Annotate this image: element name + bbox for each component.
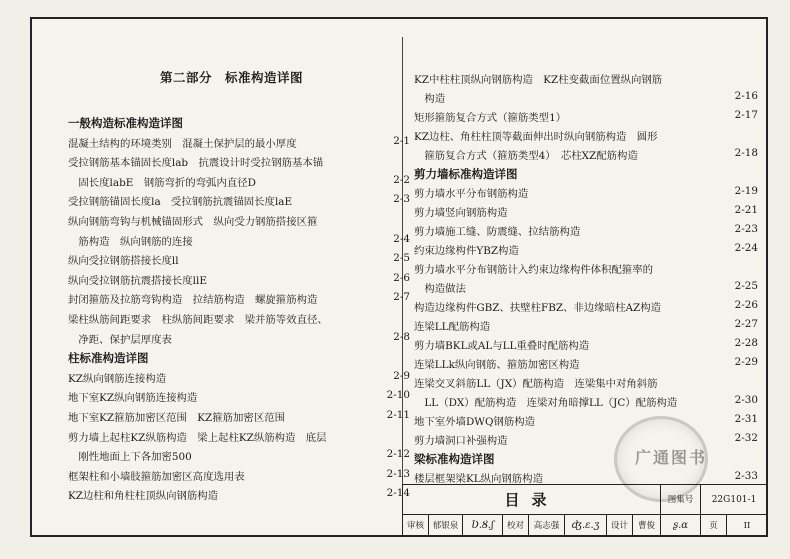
reviewer-signature: Ʋ.Ȣ.ʃ — [463, 515, 503, 537]
toc-entry-text: 楼层框架梁KL纵向钢筋构造 — [414, 473, 543, 485]
toc-entry — [414, 204, 758, 223]
toc-entry — [414, 394, 758, 413]
designer-name: 曹俊 — [633, 515, 661, 537]
toc-entry — [414, 375, 758, 394]
toc-entry-text: 受拉钢筋基本锚固长度lab 抗震设计时受拉钢筋基本锚 — [68, 157, 324, 170]
toc-entry — [68, 193, 410, 213]
toc-leader — [414, 424, 758, 425]
toc-entry — [68, 174, 410, 194]
toc-leader — [414, 253, 758, 254]
toc-entry-page: 2-28 — [734, 337, 758, 349]
toc-entry-page: 2-10 — [386, 389, 410, 402]
toc-leader — [68, 381, 410, 382]
toc-entry — [68, 291, 410, 311]
toc-entry-text: 梁柱纵筋间距要求 柱纵筋间距要求 梁并筋等效直径、 — [68, 314, 328, 326]
toc-entry-text: 剪力墙BKL或AL与LL重叠时配筋构造 — [414, 340, 590, 352]
section-heading: 剪力墙标准构造详图 — [414, 167, 518, 181]
toc-entry — [68, 331, 410, 351]
toc-entry-page: 2-12 — [386, 448, 410, 461]
toc-entry-page: 2-7 — [393, 291, 410, 304]
toc-entry — [68, 468, 410, 488]
toc-entry-text: KZ边柱、角柱柱顶等截面伸出时纵向钢筋构造 圆形 — [414, 131, 658, 143]
toc-entry-page: 2-8 — [393, 330, 410, 343]
review-label: 审核 — [403, 515, 429, 537]
document-title: 目录 — [403, 485, 661, 515]
toc-entry — [414, 280, 758, 299]
toc-entry-text: 箍筋复合方式（箍筋类型4） 芯柱XZ配筋构造 — [414, 150, 638, 162]
toc-entry-page: 2-11 — [386, 409, 410, 421]
toc-entry — [68, 487, 410, 507]
toc-entry-page: 2-19 — [734, 185, 758, 197]
stamp-text: 广通图书 — [635, 448, 708, 467]
toc-leader — [414, 443, 758, 444]
toc-entry-page: 2-5 — [393, 252, 410, 265]
toc-entry-text: 框架柱和小墙肢箍筋加密区高度选用表 — [68, 470, 245, 483]
toc-leader — [414, 291, 758, 292]
toc-entry-text: 约束边缘构件YBZ构造 — [414, 245, 519, 257]
toc-entry — [68, 429, 410, 449]
toc-leader — [68, 185, 410, 186]
toc-entry — [414, 223, 758, 242]
toc-leader — [414, 215, 758, 216]
title-block-row-1 — [402, 484, 766, 514]
toc-entry-text: 混凝土结构的环境类别 混凝土保护层的最小厚度 — [68, 137, 297, 150]
toc-leader — [68, 302, 410, 303]
toc-entry-text: 地下室KZ箍筋加密区范围 KZ箍筋加密区范围 — [68, 412, 285, 424]
toc-leader — [414, 196, 758, 197]
page-label: 页 — [701, 515, 727, 537]
toc-entry — [68, 252, 410, 272]
toc-leader — [414, 405, 758, 406]
toc-leader — [68, 283, 410, 284]
toc-leader — [68, 400, 410, 401]
section-heading: 柱标准构造详图 — [68, 351, 149, 366]
toc-entry-page: 2-29 — [734, 356, 758, 368]
toc-entry-text: 受拉钢筋锚固长度la 受拉钢筋抗震锚固长度laE — [68, 196, 293, 209]
toc-entry — [68, 272, 410, 292]
check-label: 校对 — [503, 515, 529, 537]
toc-leader — [68, 342, 410, 343]
toc-entry-page: 2-24 — [734, 242, 758, 254]
toc-entry-page: 2-32 — [734, 432, 758, 444]
toc-leader — [68, 459, 410, 460]
toc-leader — [68, 244, 410, 245]
toc-leader — [414, 329, 758, 330]
checker-name: 高志强 — [529, 515, 565, 537]
atlas-number-label: 图集号 — [661, 485, 701, 515]
toc-entry — [68, 389, 410, 409]
toc-entry-text: LL（DX）配筋构造 连梁对角暗撑LL（JC）配筋构造 — [414, 397, 678, 409]
toc-entry-text: 剪力墙施工缝、防震缝、拉结筋构造 — [414, 226, 581, 238]
toc-entry-text: 纵向受拉钢筋搭接长度ll — [68, 255, 179, 268]
toc-entry-text: 刚性地面上下各加密500 — [68, 451, 192, 464]
toc-entry — [414, 318, 758, 337]
toc-entry-page: 2-30 — [734, 394, 758, 406]
checker-signature: ʤ.ɛ.ʒ — [565, 515, 607, 537]
toc-entry — [414, 299, 758, 318]
title-block — [402, 484, 766, 536]
toc-entry-text: 构造边缘构件GBZ、扶壁柱FBZ、非边缘暗柱AZ构造 — [414, 302, 661, 314]
toc-entry-page: 2-31 — [734, 413, 758, 425]
toc-entry-text: 净距、保护层厚度表 — [68, 333, 172, 346]
toc-leader — [68, 146, 410, 147]
title-block-row-2 — [402, 514, 766, 536]
toc-entry-text: 构造 — [414, 93, 446, 105]
toc-leader — [414, 158, 758, 159]
toc-entry — [414, 242, 758, 261]
toc-entry-page: 2-18 — [734, 147, 758, 159]
toc-entry-text: KZ纵向钢筋连接构造 — [68, 372, 167, 385]
toc-leader — [414, 348, 758, 349]
toc-entry-text: 筋构造 纵向钢筋的连接 — [68, 235, 193, 248]
section-heading: 梁标准构造详图 — [414, 452, 495, 466]
toc-entry — [414, 337, 758, 356]
toc-leader — [414, 310, 758, 311]
toc-leader — [68, 420, 410, 421]
toc-entry-page: 2-17 — [734, 109, 758, 121]
toc-entry-page: 2-9 — [393, 369, 410, 382]
design-label: 设计 — [607, 515, 633, 537]
toc-entry — [68, 154, 410, 174]
toc-entry-page: 2-14 — [386, 487, 410, 500]
toc-entry-text: 连梁LL配筋构造 — [414, 321, 491, 333]
toc-entry-page: 2-27 — [734, 318, 758, 330]
toc-leader — [68, 479, 410, 480]
toc-entry-page: 2-23 — [734, 223, 758, 235]
toc-entry — [414, 147, 758, 166]
toc-entry-text: KZ边柱和角柱柱顶纵向钢筋构造 — [68, 490, 219, 503]
toc-entry-text: 剪力墙上起柱KZ纵筋构造 梁上起柱KZ纵筋构造 底层 — [68, 431, 327, 444]
toc-leader — [414, 367, 758, 368]
toc-leader — [68, 263, 410, 264]
toc-entry — [68, 213, 410, 233]
toc-entry-text: 封闭箍筋及拉筋弯钩构造 拉结筋构造 螺旋箍筋构造 — [68, 294, 318, 307]
toc-entry-text: 剪力墙洞口补强构造 — [414, 435, 508, 447]
toc-entry-text: 剪力墙水平分布钢筋构造 — [414, 188, 529, 200]
toc-entry — [414, 356, 758, 375]
toc-leader — [414, 234, 758, 235]
toc-entry-page: 2-6 — [393, 271, 410, 284]
toc-entry — [414, 109, 758, 128]
toc-entry-page: 2-21 — [734, 204, 758, 216]
toc-entry-text: 地下室KZ纵向钢筋连接构造 — [68, 392, 198, 405]
toc-entry-page: 2-16 — [734, 90, 758, 102]
toc-entry-text: 固长度labE 钢筋弯折的弯弧内直径D — [68, 176, 256, 189]
designer-signature: ʂ.ɑ — [661, 515, 701, 537]
toc-entry-text: 连梁LLk纵向钢筋、箍筋加密区构造 — [414, 359, 580, 371]
toc-entry-text: 矩形箍筋复合方式（箍筋类型1） — [414, 112, 567, 124]
toc-entry-text: 构造做法 — [414, 283, 466, 295]
toc-entry-page: 2-33 — [734, 470, 758, 482]
toc-entry-page: 2-2 — [393, 173, 410, 186]
atlas-number: 22G101-1 — [711, 495, 757, 505]
toc-entry — [68, 311, 410, 331]
part-title: 第二部分 标准构造详图 — [160, 70, 304, 85]
toc-entry — [414, 128, 758, 147]
toc-entry — [414, 413, 758, 432]
toc-entry — [68, 448, 410, 468]
toc-entry-text: KZ中柱柱顶纵向钢筋构造 KZ柱变截面位置纵向钢筋 — [414, 74, 663, 86]
toc-entry-text: 地下室外墙DWQ钢筋构造 — [414, 416, 536, 428]
toc-entry-text: 剪力墙水平分布钢筋计入约束边缘构件体积配箍率的 — [414, 264, 653, 276]
toc-leader — [414, 481, 758, 482]
toc-entry-text: 纵向受拉钢筋抗震搭接长度llE — [68, 274, 207, 287]
toc-entry-page: 2-1 — [393, 134, 410, 147]
toc-entry-page: 2-13 — [386, 467, 410, 480]
toc-entry — [414, 261, 758, 280]
toc-entry — [68, 409, 410, 429]
toc-entry-text: 连梁交叉斜筋LL（JX）配筋构造 连梁集中对角斜筋 — [414, 378, 658, 390]
toc-leader — [68, 498, 410, 499]
toc-leader — [414, 101, 758, 102]
section-heading: 一般构造标准构造详图 — [68, 116, 183, 130]
toc-entry — [414, 90, 758, 109]
toc-entry-page: 2-25 — [734, 280, 758, 292]
toc-entry — [68, 370, 410, 390]
toc-entry — [414, 185, 758, 204]
toc-entry-page: 2-26 — [734, 299, 758, 311]
toc-leader — [68, 204, 410, 205]
toc-entry-page: 2-3 — [393, 193, 410, 206]
toc-entry-page: 2-4 — [393, 232, 410, 245]
toc-leader — [414, 120, 758, 121]
toc-entry-text: 剪力墙竖向钢筋构造 — [414, 207, 508, 219]
toc-entry-text: 纵向钢筋弯钩与机械锚固形式 纵向受力钢筋搭接区箍 — [68, 216, 318, 228]
page-number: II — [743, 521, 751, 531]
toc-entry — [68, 233, 410, 253]
toc-entry — [68, 135, 410, 155]
toc-entry — [414, 71, 758, 90]
reviewer-name: 郁银泉 — [429, 515, 463, 537]
